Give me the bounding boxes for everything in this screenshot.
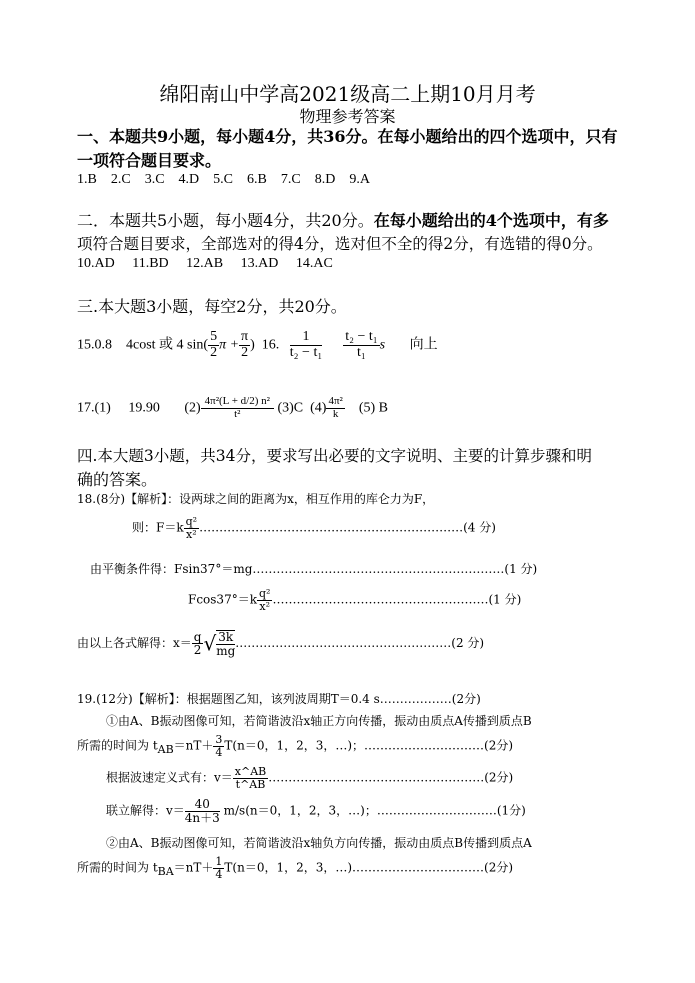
answer: 14.AC <box>295 256 333 271</box>
q18-line2: 由平衡条件得：Fsin37°＝mg………………………………………………………(1 分) <box>90 562 538 576</box>
q17-label: 17.(1) <box>77 400 111 416</box>
section3-heading: 三.本大题3小题，每空2分，共20分。 <box>77 297 347 316</box>
answer: 1.B <box>77 172 97 187</box>
q18-intro: 18.(8分)【解析】：设两球之间的距离为x，相互作用的库仑力为F， <box>77 492 435 506</box>
q19-p3: 联立解得：v＝ $\frac{40}{4n+3}$ m/s(n＝0，1，2，3，…)；…………………………(1分) <box>106 797 526 825</box>
section2-answers <box>77 256 333 272</box>
q15-frac1: $\frac{5}{2}$ <box>210 329 218 360</box>
answer: 6.B <box>247 172 267 187</box>
section1-answers <box>77 172 370 188</box>
answer: 12.AB <box>186 256 224 271</box>
q16-label: 16. <box>261 337 280 353</box>
q16-frac2: $\frac{\text{t₂ − t₁}}{\text{t₁}}$ <box>345 329 378 360</box>
q17-frac4: $\frac{\text{4π²}}{k}$ <box>328 395 343 420</box>
q16-direction: 向上 <box>409 337 438 353</box>
section1-heading-2: 一项符合题目要求。 <box>77 151 222 170</box>
q19-p1b: 所需的时间为 $t_{AB}=nT+$ $\frac{3}{4}$ T(n＝0，1，2，3，…)；…………………………(2分) <box>77 733 514 759</box>
answer: 13.AD <box>240 256 279 271</box>
answer: 11.BD <box>132 256 169 271</box>
answer: 9.A <box>349 172 370 187</box>
answer: 3.C <box>144 172 165 187</box>
q17-line: 17.(1) 19.90 (2) $\frac{\text{4π²(L + d/2) n²}}{\text{t²}}$ (3)C (4) $\frac{\text{4π²}}{k}$ (5) B <box>77 395 388 420</box>
answer: 10.AD <box>77 256 115 271</box>
answer: 7.C <box>280 172 301 187</box>
q18-line4: 由以上各式解得：x＝ $\frac{q}{2}$ √ $\frac{3k}{mg}$ ………………………………………………(2 分) <box>77 629 485 658</box>
section4-heading-2: 确的答案。 <box>77 470 158 489</box>
section2-heading-2: 项符合题目要求，全部选对的得4分，选对但不全的得2分，有选错的得0分。 <box>77 235 603 253</box>
answer: 8.D <box>314 172 336 187</box>
q19-intro: 19.(12分)【解析】：根据题图乙知，该列波周期T＝0.4 s………………(2分) <box>77 692 481 706</box>
q16-frac1: $\frac{1}{\text{t₂ − t₁}}$ <box>289 329 323 360</box>
section2-heading: 二．本题共5小题，每小题4分，共20分。在每小题给出的4个选项中，有多 <box>77 211 609 230</box>
q15-frac2: $\frac{\pi}{2}$ <box>241 329 249 360</box>
q15-q16-line: 15.0.8 4cost 或 4 sin( $\frac{5}{2}$ π + $\frac{\pi}{2}$ ) 16. $\frac{1}{\text{t₂ − t₁}}$ $\frac{\text{t₂ − t₁}}{\text{t₁}}$ s 向上 <box>77 329 438 360</box>
q15-expr: 4cost 或 4 sin( <box>126 337 209 353</box>
answer: 4.D <box>178 172 200 187</box>
page-subtitle: 物理参考答案 <box>299 107 396 126</box>
q19-p4: ②由A、B振动图像可知，若简谐波沿x轴负方向传播，振动由质点B传播到质点A <box>106 836 532 850</box>
q15-label: 15.0.8 <box>77 337 112 353</box>
answer: 2.C <box>110 172 131 187</box>
q17-frac: $\frac{\text{4π²(L + d/2) n²}}{\text{t²}}$ <box>201 396 274 420</box>
q19-p1: ①由A、B振动图像可知，若简谐波沿x轴正方向传播，振动由质点A传播到质点B <box>106 714 532 728</box>
q18-line1: 则：F＝k $\frac{\text{q²}}{\text{x²}}$ …………………………………………………………(4 分) <box>132 515 496 541</box>
section4-heading: 四.本大题3小题，共34分，要求写出必要的文字说明、主要的计算步骤和明 <box>77 447 593 465</box>
answer: 5.C <box>213 172 233 187</box>
section1-heading: 一、本题共9小题，每小题4分，共36分。在每小题给出的四个选项中，只有 <box>77 127 618 146</box>
q17-value: 19.90 <box>128 400 160 416</box>
q19-p2: 根据波速定义式有：v＝ $\frac{x\^{}AB}{t\^{}AB}$ ………………………………………………(2分) <box>106 765 514 791</box>
q19-p4b: 所需的时间为 $t_{BA}=nT+$ $\frac{1}{4}$ T(n＝0，1，2，3，…)……………………………(2分) <box>77 855 514 881</box>
q18-radicand: $\frac{3k}{mg}$ <box>216 630 236 658</box>
page-title: 绵阳南山中学高2021级高二上期10月月考 <box>159 82 536 106</box>
q18-line3: Fcos37°＝k $\frac{\text{q²}}{\text{x²}}$ ………………………………………………(1 分) <box>188 587 522 613</box>
